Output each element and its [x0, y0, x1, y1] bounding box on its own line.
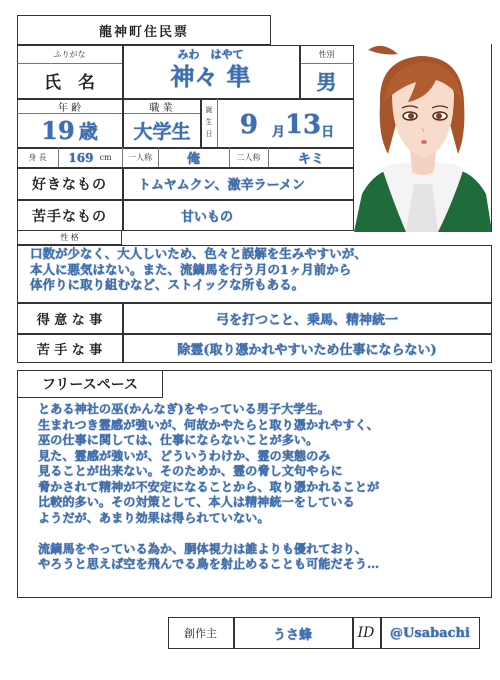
character-portrait [354, 44, 492, 232]
gender-label: 性別 [318, 50, 335, 59]
weaknesses-value: 除霊(取り憑かれやすいため仕事にならない) [177, 343, 437, 358]
furigana-label: ふりがな [53, 50, 86, 59]
birthday-label: 誕生日 [205, 106, 213, 138]
birth-day: 13 [284, 110, 322, 140]
creator-label: 創作主 [184, 627, 217, 640]
name-label: 氏 名 [44, 73, 95, 93]
gender-value: 男 [316, 70, 337, 94]
occupation-label: 職 業 [149, 102, 173, 114]
id-label: ID [357, 625, 375, 641]
height-label: 身 長 [28, 153, 47, 162]
strengths-label: 得 意 な 事 [36, 312, 103, 328]
strengths-value: 弓を打つこと、乗馬、精神統一 [215, 312, 398, 328]
first-person-value: 俺 [186, 152, 200, 167]
personality-text: 口数が少なく、大人しいため、色々と誤解を生みやすいが、 本人に悪気はない。また、流鏑馬を行う月の1ヶ月前から 体作りに取り組むなど、ストイックな所もある。 [30, 246, 367, 292]
age-label: 年 齢 [57, 102, 82, 114]
likes-value: トムヤムクン、激辛ラーメン [138, 178, 305, 193]
portrait-illustration [354, 44, 492, 232]
likes-label: 好きなもの [32, 176, 107, 193]
personality-label: 性 格 [17, 230, 122, 245]
id-value: @Usabachi [390, 625, 470, 641]
name-value: 神々 隼 [170, 61, 251, 91]
document-title-box [17, 15, 271, 45]
month-unit: 月 [271, 125, 285, 140]
weaknesses-label: 苦 手 な 事 [36, 343, 103, 358]
second-person-label: 二人称 [236, 153, 261, 162]
furigana-value: みわ はやて [177, 48, 244, 61]
free-space-label: フリースペース [17, 370, 163, 398]
age-value: 19 [41, 115, 75, 145]
height-value: 169 [68, 150, 94, 165]
age-field [17, 113, 122, 147]
birth-month: 9 [239, 110, 258, 140]
birthday-field [222, 100, 352, 146]
occupation-value: 大学生 [133, 120, 191, 143]
dislikes-label: 苦手なもの [32, 208, 107, 225]
day-unit: 日 [321, 125, 335, 140]
free-space-text: とある神社の巫(かんなぎ)をやっている男子大学生。 生まれつき霊感が強いが、何故かやたらと取り憑かれやすく、 巫の仕事に関しては、仕事にならないことが多い。 見た、霊感が強いが、どういうわけか、霊の実態のみ 見ることが出来ない。そのためか、霊の脅し文句やらに 脅かされて精神が不安定になることから、取り憑かれることが 比較的多い。その対策として、本人は精神統一をしている ようだが、あまり効果は得られていない。 流鏑馬をやっている為か、胴体視力は誰よりも優れており、 やろうと思えば空を飛んでる鳥を射止めることも可能だそう… [38, 402, 380, 571]
height-field [58, 148, 122, 167]
height-unit: cm [99, 153, 112, 162]
document-title: 龍神町住民票 [98, 24, 189, 40]
second-person-value: キミ [297, 152, 324, 167]
creator-value: うさ蜂 [272, 627, 312, 643]
first-person-label: 一人称 [128, 153, 152, 162]
age-unit: 歳 [78, 120, 98, 143]
dislikes-value: 甘いもの [180, 210, 233, 225]
